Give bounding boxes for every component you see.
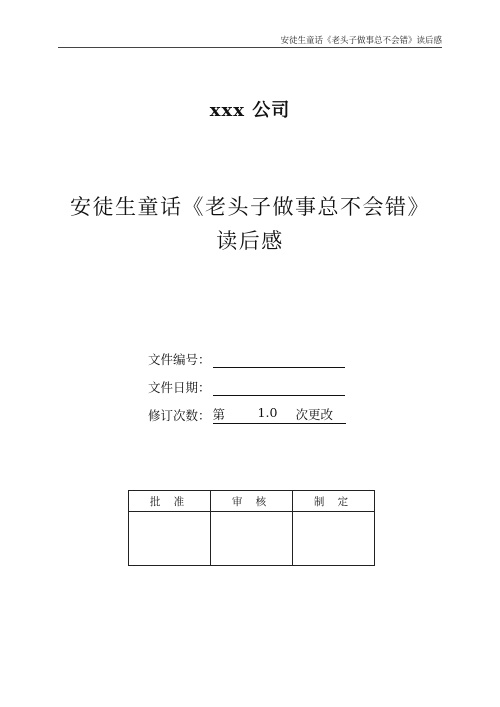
revision-row <box>148 396 346 424</box>
doc-number-row <box>148 340 346 368</box>
revision-field <box>213 405 346 424</box>
approval-table <box>128 490 375 566</box>
header-divider <box>58 47 442 48</box>
doc-number-field <box>213 353 345 368</box>
doc-date-field <box>213 381 345 396</box>
revision-label: 修订次数： <box>148 408 211 423</box>
doc-date-label: 文件日期： <box>148 380 211 395</box>
company-name: xxx 公司 <box>209 100 291 121</box>
author-header: 制 定 <box>293 491 375 512</box>
review-signature-cell <box>211 512 293 566</box>
title-line-2: 读后感 <box>216 229 284 253</box>
document-title <box>30 190 470 258</box>
approve-signature-cell <box>129 512 211 566</box>
review-header: 审 核 <box>211 491 293 512</box>
doc-date-row <box>148 368 346 396</box>
title-line-1: 安徒生童话《老头子做事总不会错》 <box>70 195 430 219</box>
revision-number: 1.0 <box>257 405 278 420</box>
approve-header: 批 准 <box>129 491 211 512</box>
author-signature-cell <box>293 512 375 566</box>
revision-suffix: 次更改 <box>295 407 334 422</box>
revision-prefix: 第 <box>212 407 226 422</box>
approval-signature-row <box>129 512 375 566</box>
approval-header-row <box>129 491 375 512</box>
document-info-fields <box>148 340 346 424</box>
doc-number-label: 文件编号： <box>148 352 211 367</box>
running-header: 安徒生童话《老头子做事总不会错》读后感 <box>280 36 442 46</box>
